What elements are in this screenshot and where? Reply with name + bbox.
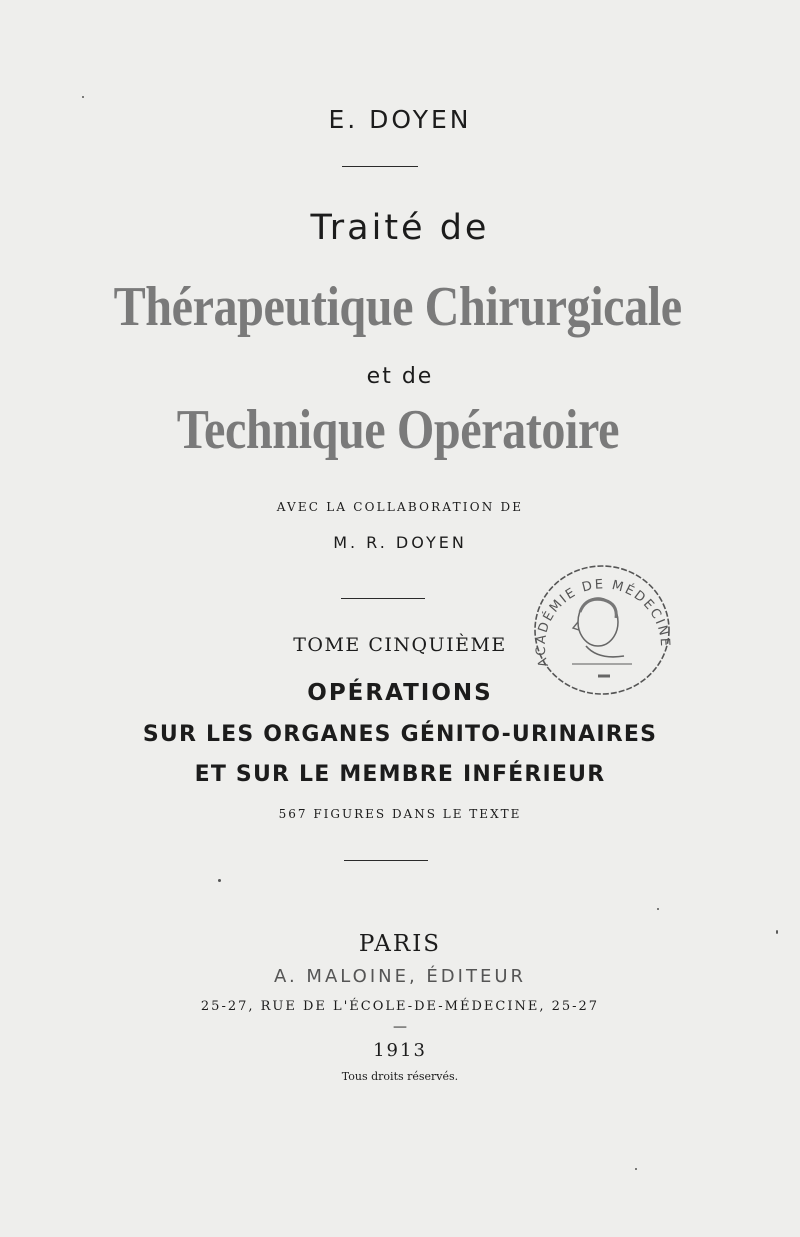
paper-speck — [82, 96, 84, 98]
collaboration-label: AVEC LA COLLABORATION DE — [276, 500, 524, 514]
paper-speck — [635, 1168, 637, 1170]
paper-speck — [657, 908, 659, 910]
subject-line-1: OPÉRATIONS — [307, 680, 493, 706]
subject-line-2: SUR LES ORGANES GÉNITO-URINAIRES — [142, 722, 658, 747]
divider-bottom — [344, 860, 428, 861]
dash-separator: — — [393, 1019, 407, 1035]
rights-notice: Tous droits réservés. — [341, 1070, 459, 1083]
divider-top — [342, 166, 418, 167]
subject-line-3: ET SUR LE MEMBRE INFÉRIEUR — [194, 762, 606, 787]
volume-number: TOME CINQUIÈME — [293, 634, 507, 656]
paper-speck — [218, 879, 221, 882]
publication-city: PARIS — [358, 931, 442, 957]
divider-middle — [341, 598, 425, 599]
collaborator-name: M. R. DOYEN — [333, 533, 467, 552]
publisher-address: 25-27, RUE DE L'ÉCOLE-DE-MÉDECINE, 25-27 — [200, 999, 600, 1014]
author-name: E. DOYEN — [328, 105, 472, 134]
library-stamp-icon — [528, 560, 676, 702]
figures-count: 567 FIGURES DANS LE TEXTE — [278, 807, 522, 821]
title-join: et de — [366, 364, 434, 389]
publication-year: 1913 — [373, 1040, 427, 1061]
paper-speck — [776, 930, 778, 934]
svg-text:ACADÉMIE DE MÉDECINE: ACADÉMIE DE MÉDECINE — [533, 577, 673, 669]
main-title: Thérapeutique Chirurgicale — [113, 276, 682, 338]
second-title: Technique Opératoire — [176, 399, 620, 461]
title-prefix: Traité de — [310, 208, 490, 248]
publisher-name: A. MALOINE, ÉDITEUR — [273, 966, 527, 987]
